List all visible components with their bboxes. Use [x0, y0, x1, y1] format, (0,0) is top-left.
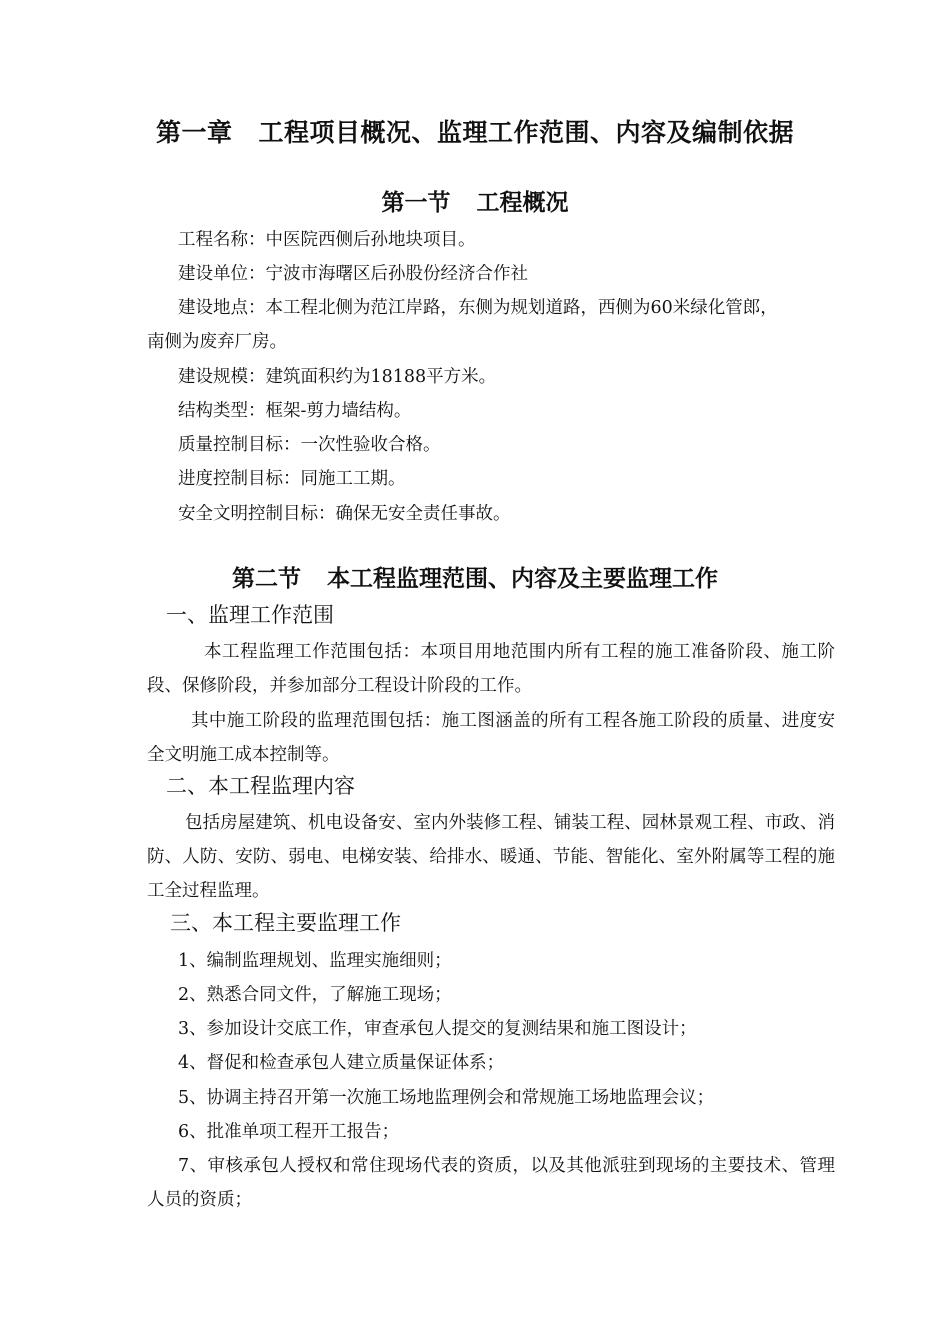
schedule-goal-line: 进度控制目标：同施工工期。 — [178, 469, 406, 489]
location-line-cont: 南侧为废弃厂房。 — [147, 332, 287, 352]
section-2-name: 本工程监理范围、内容及主要监理工作 — [327, 566, 718, 592]
work-item-2: 2、熟悉合同文件，了解施工现场； — [178, 985, 452, 1005]
client-line: 建设单位：宁波市海曙区后孙股份经济合作社 — [178, 264, 528, 284]
section-1-number: 第一节 — [381, 190, 451, 216]
work-item-5: 5、协调主持召开第一次施工场地监理例会和常规施工场地监理会议； — [178, 1088, 715, 1108]
quality-goal-line: 质量控制目标：一次性验收合格。 — [178, 435, 441, 455]
content-paragraph: 包括房屋建筑、机电设备安、室内外装修工程、铺装工程、园林景观工程、市政、消防、人防、安防、弱电、电梯安装、给排水、暖通、节能、智能化、室外附属等工程的施工全过程监理。 — [147, 813, 835, 901]
content-heading: 二、本工程监理内容 — [166, 774, 355, 798]
scope-paragraph-1: 本工程监理工作范围包括：本项目用地范围内所有工程的施工准备阶段、施工阶段、保修阶段，并参加部分工程设计阶段的工作。 — [147, 642, 835, 696]
structure-line: 结构类型：框架-剪力墙结构。 — [178, 401, 412, 421]
chapter-number: 第一章 — [155, 118, 233, 147]
section-2-title — [0, 562, 950, 596]
chapter-title — [0, 115, 950, 151]
section-1-title — [0, 186, 950, 220]
safety-goal-line: 安全文明控制目标：确保无安全责任事故。 — [178, 504, 511, 524]
chapter-name: 工程项目概况、监理工作范围、内容及编制依据 — [258, 118, 795, 147]
work-item-1: 1、编制监理规划、监理实施细则； — [178, 951, 452, 971]
work-item-4: 4、督促和检查承包人建立质量保证体系； — [178, 1053, 505, 1073]
scope-heading: 一、监理工作范围 — [166, 603, 334, 627]
section-2-number: 第二节 — [232, 566, 301, 592]
project-name-line: 工程名称：中医院西侧后孙地块项目。 — [178, 230, 476, 250]
work-item-7: 7、审核承包人授权和常住现场代表的资质，以及其他派驻到现场的主要技术、管理人员的资质； — [147, 1156, 835, 1210]
scale-line: 建设规模：建筑面积约为18188平方米。 — [178, 367, 497, 387]
location-line: 建设地点：本工程北侧为范江岸路，东侧为规划道路，西侧为60米绿化管郎， — [178, 298, 778, 318]
work-heading: 三、本工程主要监理工作 — [170, 911, 401, 935]
work-item-3: 3、参加设计交底工作，审查承包人提交的复测结果和施工图设计； — [178, 1019, 697, 1039]
section-1-name: 工程概况 — [476, 190, 569, 216]
scope-paragraph-2: 其中施工阶段的监理范围包括：施工图涵盖的所有工程各施工阶段的质量、进度安全文明施工成本控制等。 — [147, 711, 835, 765]
work-item-6: 6、批准单项工程开工报告； — [178, 1122, 400, 1142]
